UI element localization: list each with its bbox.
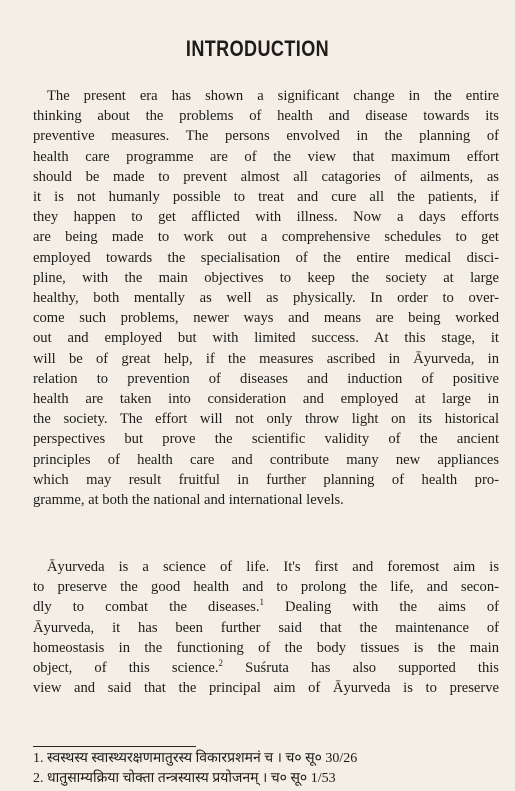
text-line: view and said that the principal aim of Āyurveda is to preserve xyxy=(33,680,499,697)
text-line: which may result fruitful in further planning of health pro- xyxy=(33,471,499,488)
text-line: healthy, both mentally as well as physically. In order to over- xyxy=(33,290,499,307)
text-line xyxy=(33,658,499,678)
text-line: pline, with the main objectives to keep the society at large xyxy=(33,269,499,286)
text-line: gramme, at both the national and international levels. xyxy=(33,492,344,509)
footnote-ref: 2 xyxy=(218,658,223,669)
text-line: health care programme are of the view that maximum effort xyxy=(33,148,499,165)
text-line: Āyurveda is a science of life. It's first and foremost aim is xyxy=(47,559,499,575)
footnote-1: 1. स्वस्थस्य स्वास्थ्यरक्षणमातुरस्य विकारप्रशमनं च । च० सू० 30/26 xyxy=(33,751,358,766)
text-line: health are taken into consideration and employed at large in xyxy=(33,391,499,408)
text-line: thinking about the problems of health and disease towards its xyxy=(33,108,499,125)
text-line: principles of health care and contribute many new appliances xyxy=(33,451,499,468)
text-line: they happen to get afflicted with illness. Now a days efforts xyxy=(33,209,499,226)
text-line: it is not humanly possible to treat and cure all the patients, if xyxy=(33,189,499,206)
text-segment: Dealing with the aims of xyxy=(264,599,499,616)
text-line: the society. The effort will not only throw light on its historical xyxy=(33,411,499,428)
text-line: The present era has shown a significant change in the entire xyxy=(47,88,499,104)
text-segment: object, of this science. xyxy=(33,660,219,677)
text-segment: dly to combat the diseases. xyxy=(33,599,260,616)
text-line: Āyurveda, it has been further said that the maintenance of xyxy=(33,619,499,636)
paragraph-2 xyxy=(33,557,499,698)
footnote-2: 2. धातुसाम्यक्रिया चोक्ता तन्त्रस्यास्य प्रयोजनम् । च० सू० 1/53 xyxy=(33,771,336,786)
text-line: preventive measures. The persons envolved in the planning of xyxy=(33,128,499,145)
text-line: perspectives but prove the scientific validity of the ancient xyxy=(33,431,499,448)
footnote-ref: 1 xyxy=(259,597,264,608)
text-segment: Suśruta has also supported this xyxy=(223,660,499,677)
text-line: are being made to work out a comprehensive schedules to get xyxy=(33,229,499,246)
footnotes xyxy=(33,749,499,789)
text-line: out and employed but with limited success. At this stage, it xyxy=(33,330,499,347)
footnote-divider xyxy=(33,746,196,747)
text-line: to preserve the good health and to prolong the life, and secon- xyxy=(33,579,499,596)
text-line: employed towards the specialisation of the entire medical disci- xyxy=(33,249,499,266)
text-line: relation to prevention of diseases and induction of positive xyxy=(33,370,499,387)
page-title: INTRODUCTION xyxy=(185,36,330,61)
text-line xyxy=(33,597,499,617)
text-line: should be made to prevent almost all catagories of ailments, as xyxy=(33,168,499,185)
paragraph-1 xyxy=(33,86,499,510)
text-line: homeostasis in the functioning of the body tissues is the main xyxy=(33,639,499,656)
text-line: will be of great help, if the measures ascribed in Āyurveda, in xyxy=(33,350,499,367)
text-line: come such problems, newer ways and means are being worked xyxy=(33,310,499,327)
